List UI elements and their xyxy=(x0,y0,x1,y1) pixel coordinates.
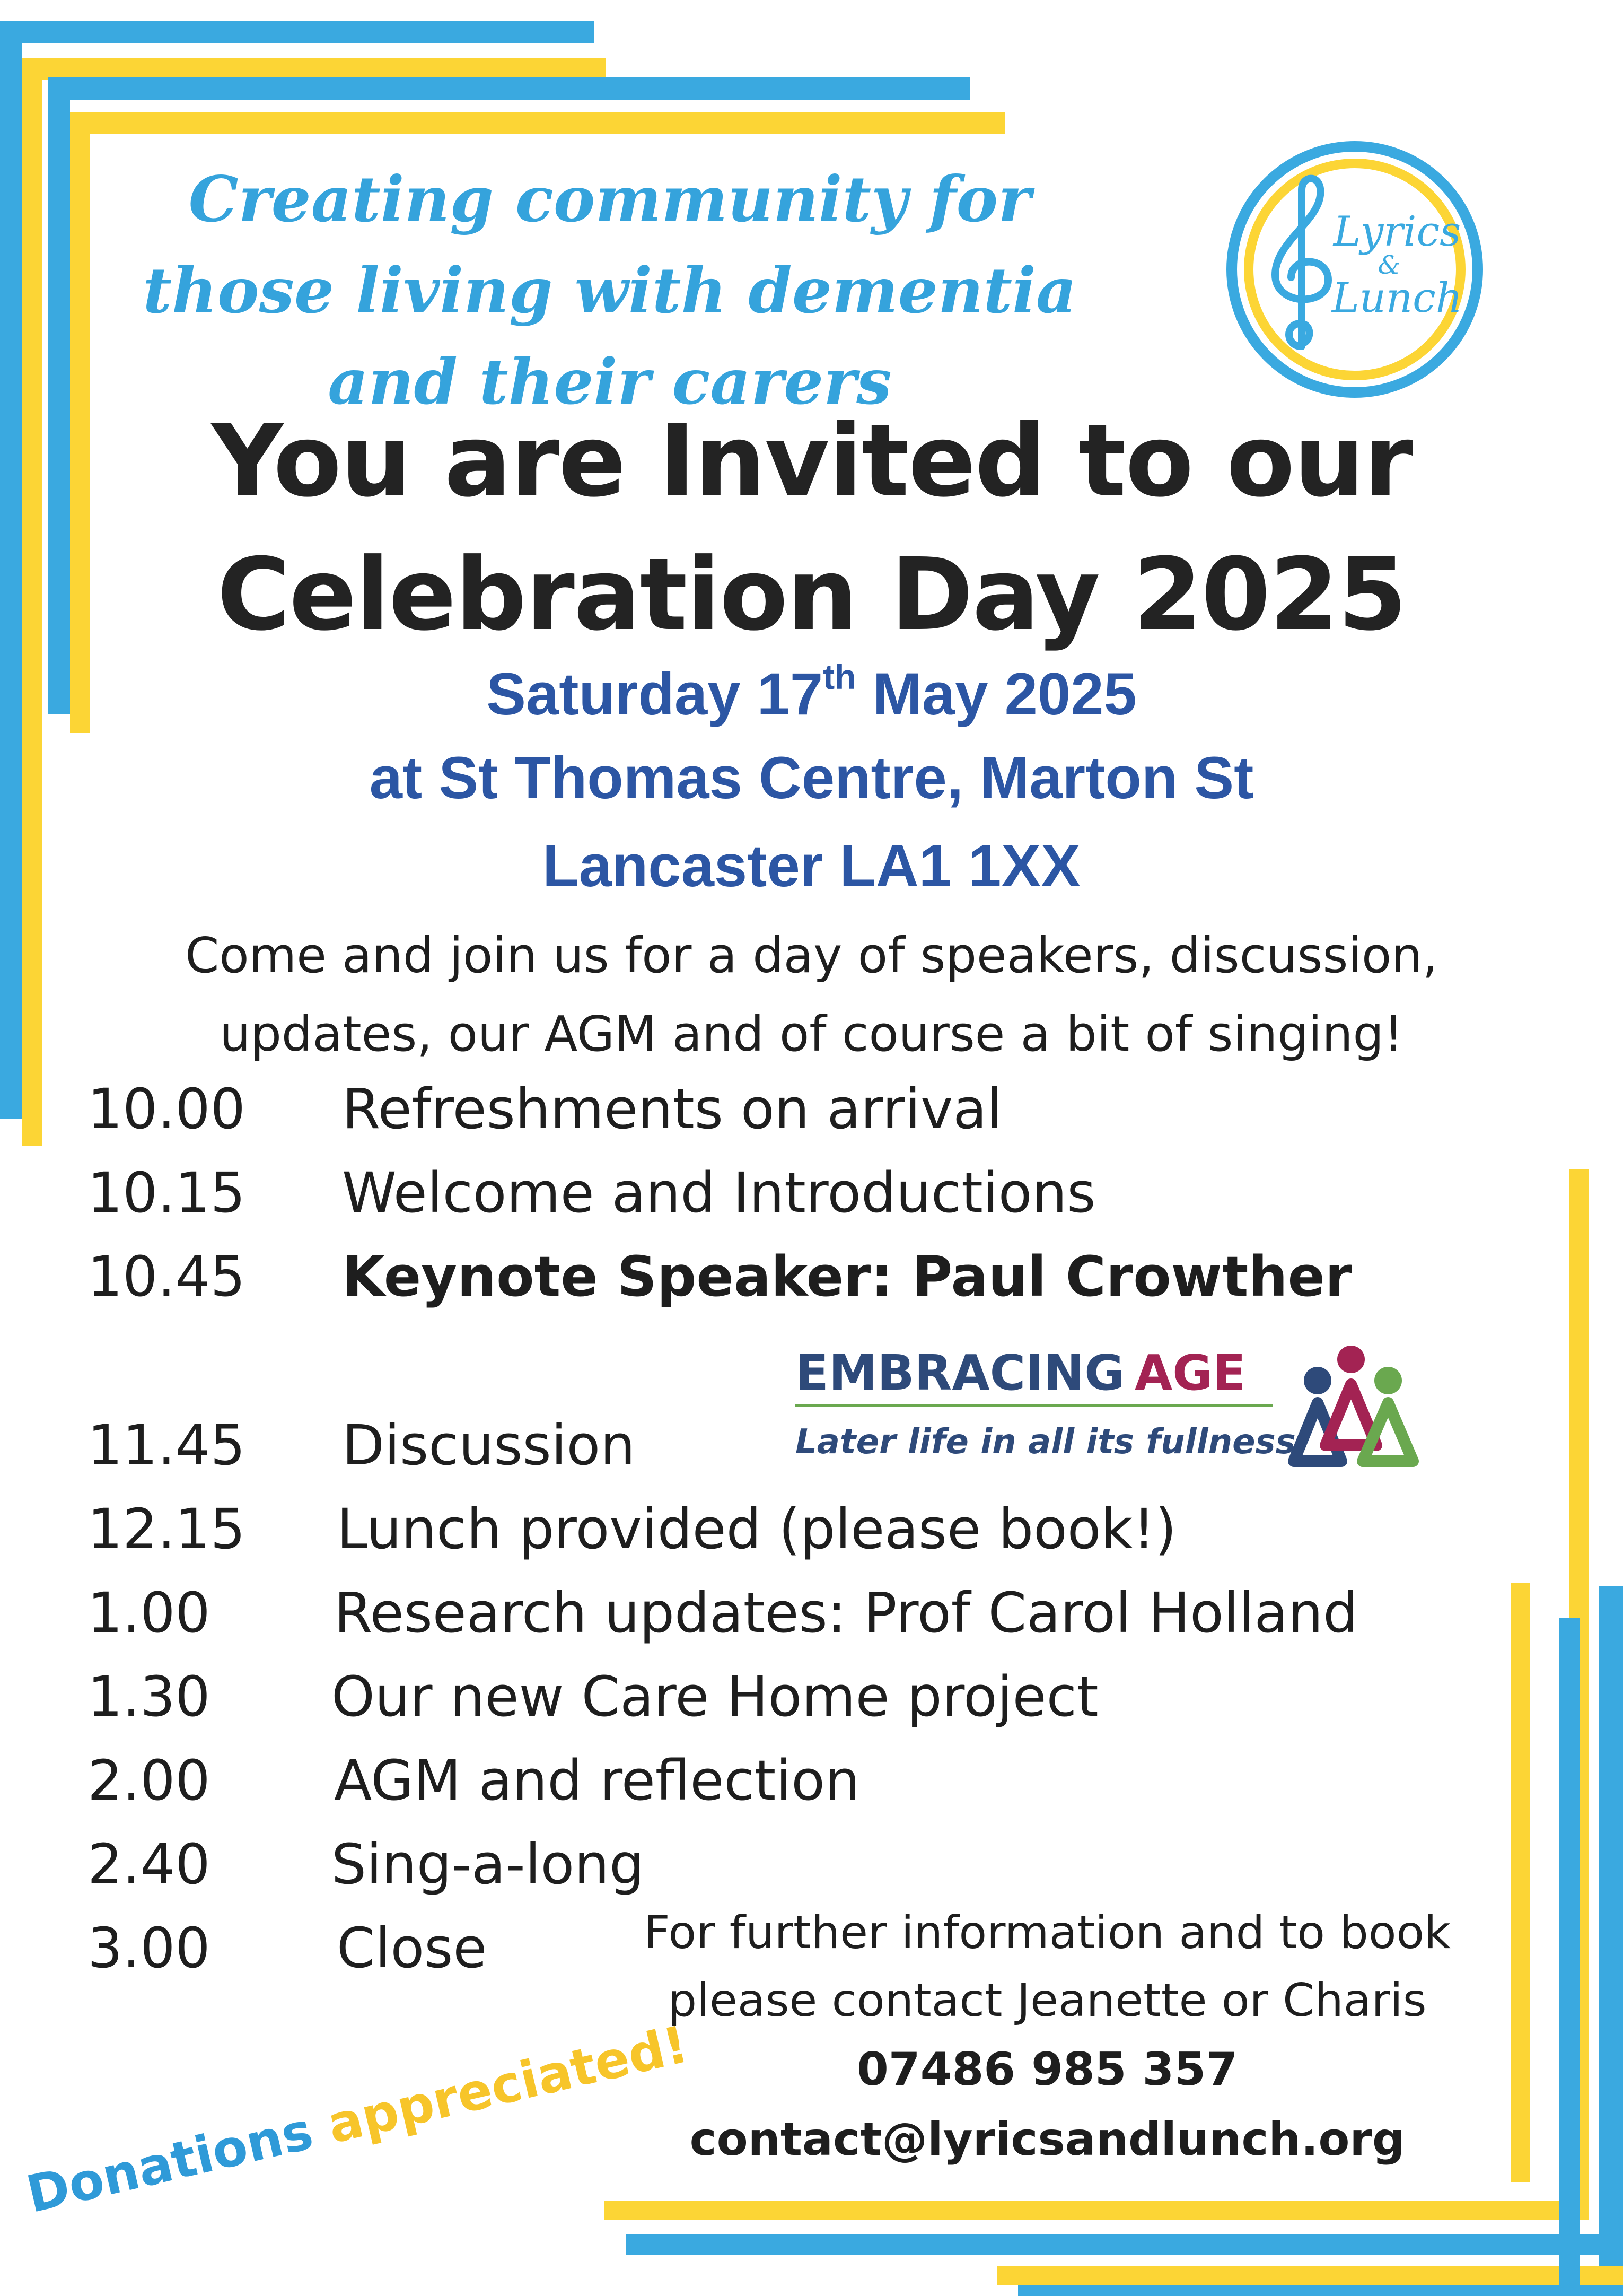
tagline-line: those living with dementia xyxy=(143,254,1077,327)
tagline-line: Creating community for xyxy=(188,162,1031,236)
bottom-right-bar xyxy=(626,2234,1623,2255)
agenda-item: Discussion xyxy=(342,1413,636,1478)
bottom-right-bar xyxy=(1018,2285,1623,2296)
event-town: Lancaster LA1 1XX xyxy=(542,833,1081,899)
top-left-bar xyxy=(70,112,1005,134)
event-date-month: May 2025 xyxy=(856,661,1137,727)
event-date-day: Saturday 17 xyxy=(486,661,823,727)
top-left-bar xyxy=(0,21,594,43)
logo-text: Lyrics xyxy=(1333,208,1461,256)
agenda-time: 11.45 xyxy=(87,1413,245,1478)
partner-divider xyxy=(795,1404,1273,1407)
agenda-item: AGM and reflection xyxy=(334,1748,860,1813)
agenda-time: 10.00 xyxy=(87,1077,245,1141)
partner-strapline: Later life in all its fullness xyxy=(795,1422,1296,1462)
agenda-time: 1.00 xyxy=(87,1581,210,1645)
tagline-line: and their carers xyxy=(328,345,892,418)
bottom-right-bar xyxy=(1559,1618,1580,2296)
event-date xyxy=(0,657,1623,728)
contact-line: please contact Jeanette or Charis xyxy=(668,1974,1427,2027)
agenda-item: Research updates: Prof Carol Holland xyxy=(334,1581,1358,1645)
intro-line: updates, our AGM and of course a bit of singing! xyxy=(220,1006,1403,1062)
agenda-item: Welcome and Introductions xyxy=(342,1160,1096,1225)
intro-text xyxy=(0,916,1623,1073)
people-group-icon xyxy=(1294,1346,1413,1461)
agenda-item: Sing-a-long xyxy=(331,1832,645,1897)
contact-line: For further information and to book xyxy=(644,1906,1451,1959)
agenda-time: 2.00 xyxy=(87,1748,210,1813)
contact-phone[interactable]: 07486 985 357 xyxy=(856,2043,1238,2096)
tagline xyxy=(80,154,1140,427)
top-left-bar xyxy=(48,77,970,100)
bottom-right-bar xyxy=(997,2266,1623,2285)
agenda-time: 10.15 xyxy=(87,1160,245,1225)
agenda-time: 2.40 xyxy=(87,1832,210,1897)
donations-word: Donations xyxy=(21,2101,319,2225)
contact-block xyxy=(562,1899,1532,2175)
treble-clef-icon xyxy=(1275,179,1328,346)
donations-word: appreciated! xyxy=(322,2014,694,2155)
embracing-age-logo xyxy=(795,1339,1442,1482)
event-venue: at St Thomas Centre, Marton St xyxy=(369,745,1254,811)
logo-text: Lunch xyxy=(1331,274,1463,322)
event-date-suffix: th xyxy=(823,657,856,696)
agenda-item: Refreshments on arrival xyxy=(342,1077,1003,1141)
intro-line: Come and join us for a day of speakers, discussion, xyxy=(185,927,1438,984)
headline: Celebration Day 2025 xyxy=(217,537,1406,653)
headline: You are Invited to our xyxy=(211,403,1412,519)
agenda-time: 10.45 xyxy=(87,1244,245,1309)
lyrics-and-lunch-logo xyxy=(1222,137,1487,402)
agenda-item: Our new Care Home project xyxy=(331,1664,1099,1729)
agenda-time: 3.00 xyxy=(87,1916,210,1980)
partner-name-part2: AGE xyxy=(1135,1345,1246,1401)
agenda-item: Lunch provided (please book!) xyxy=(337,1497,1177,1561)
agenda-item: Keynote Speaker: Paul Crowther xyxy=(342,1244,1353,1309)
agenda-item: Close xyxy=(337,1916,487,1980)
contact-email[interactable]: contact@lyricsandlunch.org xyxy=(689,2113,1405,2166)
partner-name-part1: EMBRACING xyxy=(795,1345,1125,1401)
bottom-right-bar xyxy=(1599,1586,1623,2296)
agenda-time: 12.15 xyxy=(87,1497,245,1561)
agenda-time: 1.30 xyxy=(87,1664,210,1729)
logo-text: & xyxy=(1378,250,1401,280)
bottom-right-bar xyxy=(604,2201,1589,2220)
top-left-bar xyxy=(22,58,606,80)
